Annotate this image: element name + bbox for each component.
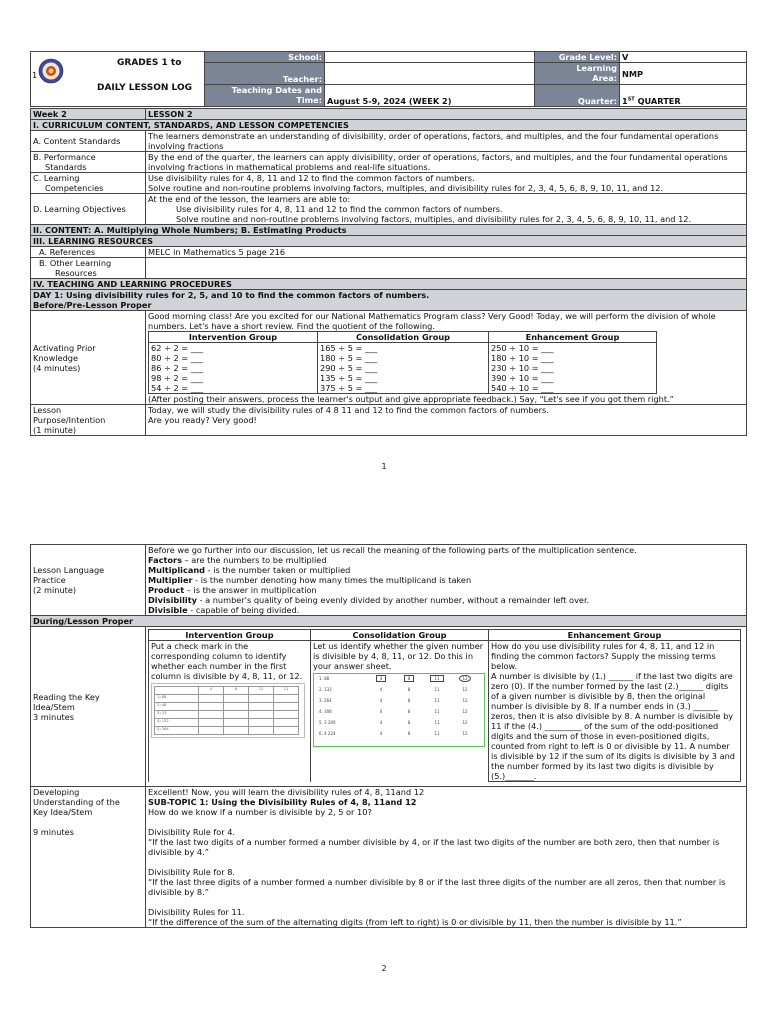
language-content: Before we go further into our discussion, let us recall the meaning of the following parts of the multiplication sentence. Factors – are the numbers to be multiplied Multiplicand - is the number taken or multiplied Multiplier - is the number denoting how many times the multiplicand is taken Product – is the answer in multiplication Divisibility - a number's quality of being evenly divided by another number, without a remainder left over. Divisible - capable of being divided. [146,545,747,616]
consolidation-items: 165 ÷ 5 = ___ 180 ÷ 5 = ___ 290 ÷ 5 = ___ 135 ÷ 5 = ___ 375 ÷ 5 = ___ [318,343,489,394]
intervention-header: Intervention Group [149,332,318,343]
school-value [325,52,535,63]
activating-after: (After posting their answers, process the learner's output and give appropriate feedback.) Say, “Let's see if you got them right.” [148,394,674,404]
enhancement-items: 250 ÷ 10 = ___ 180 ÷ 10 = ___ 230 ÷ 10 = ___ 390 ÷ 10 = ___ 540 ÷ 10 = ___ [489,343,657,394]
subtopic-title: SUB-TOPIC 1: Using the Divisibility Rules of 4, 8, 11and 12 [148,797,417,807]
section-3-title: III. LEARNING RESOURCES [31,236,747,247]
grade-level-value: V [620,52,747,63]
header-table [30,51,747,107]
purpose-text: Today, we will study the divisibility rules of 4 8 11 and 12 to find the common factors of numbers. Are you ready? Very good! [146,405,747,436]
reading-consolidation-cell: Let us identify whether the given number is divisible by 4, 8, 11, or 12. Do this in your answer sheet. 1. 88 4 8 11 12 2. 132 4 8 11 12 3. 264 4 8 11 12 4. 308 4 8 11 12 5. 3 300 4 8 11 12 6. 4 224 4 8 11 12 [311,641,489,782]
section-2-title: II. CONTENT: A. Multiplying Whole Numbers; B. Estimating Products [31,225,747,236]
teacher-value [325,63,535,85]
language-label: Lesson Language Practice (2 minute) [31,545,146,616]
week-label: Week 2 [31,109,146,120]
quarter-label: Quarter: [535,85,620,107]
answer-sheet-row-1: 1. 88 [319,676,330,681]
school-label: School: [205,52,325,63]
references-label: A. References [31,247,146,258]
learning-objectives-text: At the end of the lesson, the learners are able to: Use divisibility rules for 4, 8, 11 and 12 to find the common factors of numbers. Solve routine and non-routine problems involving factors, multiples, and divisibility rules for 2, 3, 4, 5, 6, 8, 9, 10, 11, and 12. [146,194,747,225]
content-standards-label: A. Content Standards [31,131,146,152]
learning-competencies-text: Use divisibility rules for 4, 8, 11 and 12 to find the common factors of numbers. Solve routine and non-routine problems involving factors, multiples, and divisibility rules for 2, 3, 4, 5, 6, 8, 9, 10, 11, and 12. [146,173,747,194]
page-1 [30,51,746,436]
reading-label: Reading the Key Idea/Stem 3 minutes [31,627,146,787]
grade-level-label: Grade Level: [535,52,620,63]
consolidation-header: Consolidation Group [318,332,489,343]
performance-standards-text: By the end of the quarter, the learners can apply divisibility, order of operations, factors, and multiples, and the four fundamental operations involving fractions in mathematical problems and real-life situations. [146,152,747,173]
school-logo-cell [31,52,205,107]
activating-label: Activating Prior Knowledge (4 minutes) [31,311,146,405]
lesson-label: LESSON 2 [146,109,747,120]
enhancement-header: Enhancement Group [489,332,657,343]
quarter-value: 1ST QUARTER [620,85,747,107]
reading-intervention-cell: Put a check mark in the corresponding column to identify whether each number in the first column is divisible by 4, 8, 11, or 12. 4 8 12 11 1) 88 2) 48 3) 33 4) 132 5) 264 [149,641,311,782]
page-number-2: 2 [381,964,387,973]
lesson-table-2 [30,544,747,928]
rule-8-title: Divisibility Rule for 8. [148,867,236,877]
during-title: During/Lesson Proper [31,616,747,627]
activating-content [146,311,747,405]
answer-sheet-image [313,673,485,747]
learning-area-label: Learning Area: [535,63,620,85]
log-title: DAILY LESSON LOG [97,83,192,93]
reading-consolidation-header: Consolidation Group [311,630,489,641]
dates-value: August 5-9, 2024 (WEEK 2) [325,85,535,107]
reading-content [146,627,747,787]
reading-intervention-header: Intervention Group [149,630,311,641]
teacher-label: Teacher: [205,63,325,85]
page-number-1: 1 [381,462,387,471]
grades-prefix: 1 [32,70,38,80]
learning-objectives-label: D. Learning Objectives [31,194,146,225]
activating-intro: Good morning class! Are you excited for our National Mathematics Program class? Very Good! Today, we will perform the division of whole numbers. Let's have a short review. Find the quotient of the following. [148,311,716,331]
reading-groups-table [148,629,741,782]
deped-seal-icon [38,58,64,84]
learning-area-value: NMP [620,63,747,85]
reading-enhancement-cell: How do you use divisibility rules for 4, 8, 11, and 12 in finding the common factors? Supply the missing terms below. A number is divisible by (1.) ______ if the last two digits are zero (0). If the number formed by the last (2.)______ digits of a given number is divisible by 8, then the original number is divisible by 8. If a number ends in (3.) ______ zeros, then it is also divisible by 8. A number is divisible by 11 if the (4.) _________ of the sum of the odd-positioned digits and the sum of those in even-positioned digits, counted from right to left is 0 or divisible by 11. A number is divisible by 12 if the sum of its digits is divisible by 3 and the number formed by its last two digits is divisible by (5.)_______. [489,641,741,782]
check-table: 4 8 12 11 1) 88 2) 48 3) 33 4) 132 5) 264 [154,686,299,735]
rule-4-title: Divisibility Rule for 4. [148,827,236,837]
learning-competencies-label: C. Learning Competencies [31,173,146,194]
other-resources-text [146,258,747,279]
references-text: MELC in Mathematics 5 page 216 [146,247,747,258]
other-resources-label: B. Other Learning Resources [31,258,146,279]
purpose-label: Lesson Purpose/Intention (1 minute) [31,405,146,436]
reading-enhancement-header: Enhancement Group [489,630,741,641]
intervention-items: 62 ÷ 2 = ___ 80 ÷ 2 = ___ 86 ÷ 2 = ___ 98 ÷ 2 = ___ 54 ÷ 2 = ___ [149,343,318,394]
grades-title: GRADES 1 to [117,58,182,68]
page-2 [30,544,746,928]
developing-content: Excellent! Now, you will learn the divisibility rules of 4, 8, 11and 12 SUB-TOPIC 1: Using the Divisibility Rules of 4, 8, 11and 12 How do we know if a number is divisible by 2, 5 or 10? Divisibility Rule for 4. “If the last two digits of a number formed a number divisible by 4, or if the last two digits of the number are both zero, then that number is divisible by 4.” Divisibility Rule for 8. “If the last three digits of a number formed a number divisible by 8 or if the last three digits of the number are all zeros, then that number is divisible by 8.” Divisibility Rules for 11. “If the difference of the sum of the alternating digits (from left to right) is 0 or divisible by 11, then the number is divisible by 11.” [146,787,747,928]
rule-11-title: Divisibility Rules for 11. [148,907,245,917]
section-1-title: I. CURRICULUM CONTENT, STANDARDS, AND LESSON COMPETENCIES [31,120,747,131]
check-table-image [151,683,305,738]
performance-standards-label: B. Performance Standards [31,152,146,173]
answer-sheet-table: 1. 88 4 8 11 12 2. 132 4 8 11 12 3. 264 4 8 11 12 4. 308 4 8 11 12 5. 3 300 4 8 11 12 6. 4 224 4 8 11 12 [317,677,479,743]
day1-title: DAY 1: Using divisibility rules for 2, 5, and 10 to find the common factors of numbers. Before/Pre-Lesson Proper [31,290,747,311]
section-4-title: IV. TEACHING AND LEARNING PROCEDURES [31,279,747,290]
dates-label: Teaching Dates and Time: [205,85,325,107]
lesson-table-1 [30,108,747,436]
review-groups-table [148,331,657,394]
developing-label: Developing Understanding of the Key Idea/Stem 9 minutes [31,787,146,928]
content-standards-text: The learners demonstrate an understanding of divisibility, order of operations, factors, and multiples, and the four fundamental operations involving fractions [146,131,747,152]
